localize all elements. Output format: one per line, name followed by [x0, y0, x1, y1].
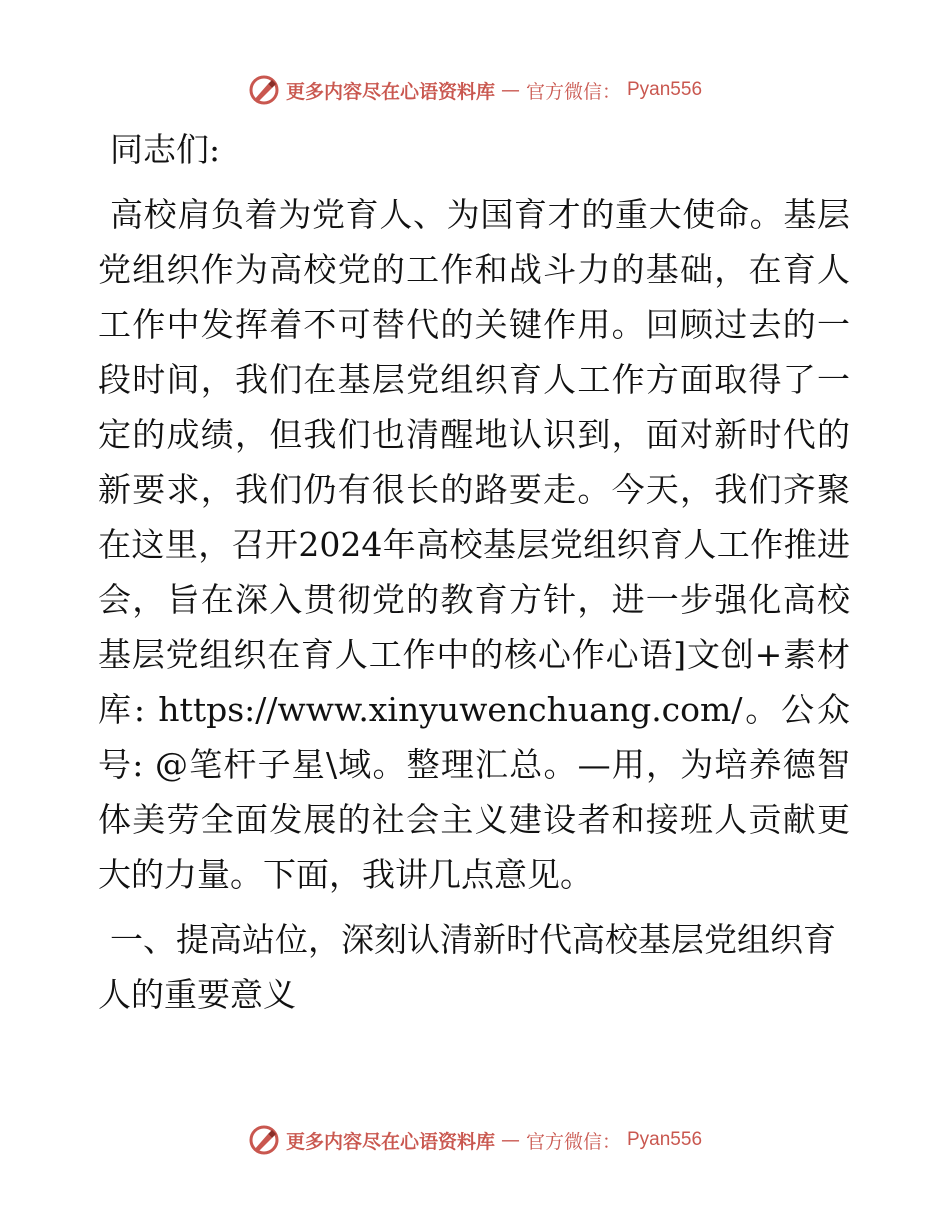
- salutation: 同志们:: [110, 130, 221, 169]
- watermark-account: Pyan556: [627, 1129, 703, 1150]
- watermark-separator: —: [500, 1129, 520, 1151]
- watermark-official-label: 官方微信：: [525, 80, 621, 103]
- pen-logo-icon: [248, 1124, 280, 1156]
- watermark-account: Pyan556: [627, 79, 703, 100]
- watermark-brand: 更多内容尽在心语资料库: [285, 1130, 495, 1153]
- section-heading-1: 一、提高站位，深刻认清新时代高校基层党组织育人的重要意义: [98, 920, 836, 1014]
- pen-logo-icon: [248, 74, 280, 106]
- watermark-separator: —: [500, 79, 520, 101]
- watermark-brand: 更多内容尽在心语资料库: [285, 80, 495, 103]
- footer-watermark: [0, 1120, 950, 1160]
- document-body: [98, 122, 850, 1022]
- header-watermark: [0, 70, 950, 110]
- paragraph-intro: 高校肩负着为党育人、为国育才的重大使命。基层党组织作为高校党的工作和战斗力的基础，在育人工作中发挥着不可替代的关键作用。回顾过去的一段时间，我们在基层党组织育人工作方面取得了一定的成绩，但我们也清醒地认识到，面对新时代的新要求，我们仍有很长的路要走。今天，我们齐聚在这里，召开2024年高校基层党组织育人工作推进会，旨在深入贯彻党的教育方针，进一步强化高校基层党组织在育人工作中的核心作心语]文创+素材库: https://www.xinyuwenchuang.com/。公众号: @笔杆子星\域。整理汇总。—用，为培养德智体美劳全面发展的社会主义建设者和接班人贡献更大的力量。下面，我讲几点意见。: [98, 195, 850, 894]
- watermark-official-label: 官方微信：: [525, 1130, 621, 1153]
